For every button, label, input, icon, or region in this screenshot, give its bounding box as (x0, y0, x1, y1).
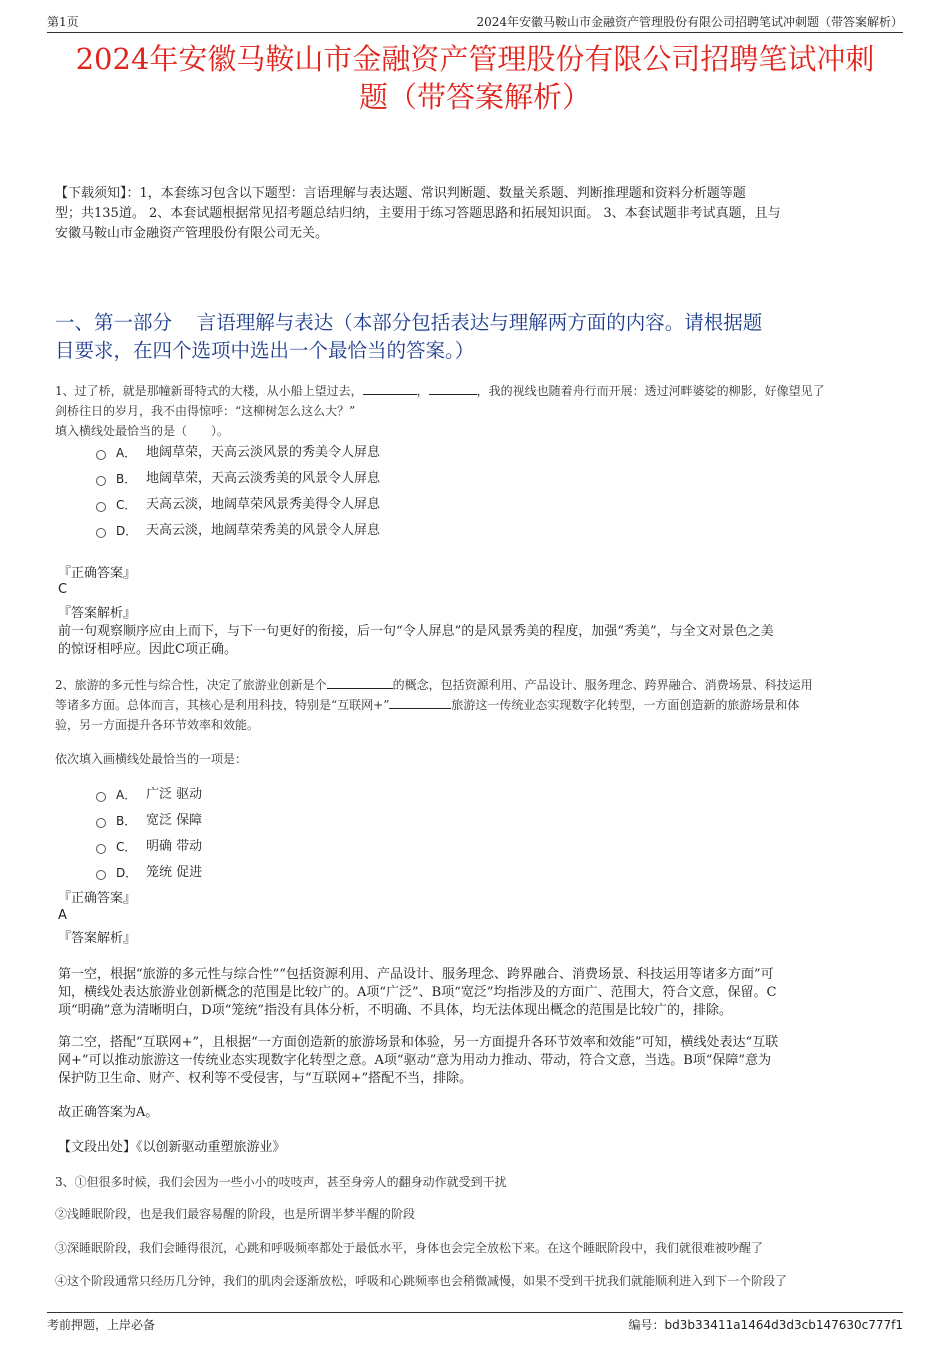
q1-blank-2 (429, 383, 477, 395)
q2-options (96, 782, 900, 886)
radio-icon[interactable] (96, 450, 106, 460)
q1-analysis-label: 『答案解析』 (58, 606, 137, 621)
radio-icon[interactable] (96, 844, 106, 854)
page-title (47, 40, 903, 116)
q3-line-3: ③深睡眠阶段，我们会睡得很沉，心跳和呼吸频率都处于最低水平，身体也会完全放松下来。在这个睡眠阶段中，我们就很难被吵醒了 (55, 1241, 764, 1255)
q1-blank-1 (363, 383, 417, 395)
page-footer (47, 1312, 903, 1335)
section-heading (55, 309, 900, 365)
question-1-stem (55, 381, 900, 441)
q1-option-d[interactable]: D． 天高云淡，地阔草荣秀美的风景令人屏息 (96, 518, 900, 544)
q2-option-c[interactable]: C． 明确 带动 (96, 834, 900, 860)
q1-analysis: 前一句观察顺序应由上而下，与下一句更好的衔接，后一句“令人屏息”的是风景秀美的程度，加强“秀美”，与全文对景色之美 的惊讶相呼应。因此C项正确。 (58, 624, 774, 657)
q2-option-b[interactable]: B． 宽泛 保障 (96, 808, 900, 834)
section-line-1: 一、第一部分 言语理解与表达（本部分包括表达与理解两方面的内容。请根据题 (55, 311, 763, 334)
q2-conclusion: 故正确答案为A。 (58, 1105, 159, 1120)
q1-answer: C (58, 582, 68, 597)
q1-text-b: ， (416, 384, 429, 398)
notice-line-3: 安徽马鞍山市金融资产管理股份有限公司无关。 (55, 226, 329, 241)
page-number: 第1页 (47, 15, 79, 29)
q2-blank-2 (389, 697, 451, 709)
header-doc-title: 2024年安徽马鞍山市金融资产管理股份有限公司招聘笔试冲刺题（带答案解析） (476, 15, 903, 29)
q2-prompt: 依次填入画横线处最恰当的一项是： (55, 752, 248, 766)
q1-line-3: 填入横线处最恰当的是（ ）。 (55, 424, 230, 438)
q2-analysis-paragraph-2: 第二空，搭配“互联网+”，且根据“一方面创造新的旅游场景和体验，另一方面提升各环节效率和效能”可知，横线处表达“互联 网+”可以推动旅游这一传统业态实现数字化转型之意。A项“驱动”意为用动力推动、带动，符合文意，当选。B项“保障”意为 保护防卫生命、财产、权利等不受侵害，与“互联网+”搭配不当，排除。 (58, 1035, 779, 1086)
q2-answer-label: 『正确答案』 (58, 891, 137, 906)
q2-blank-1 (327, 677, 393, 689)
q2-option-d[interactable]: D． 笼统 促进 (96, 860, 900, 886)
radio-icon[interactable] (96, 502, 106, 512)
question-2-stem: 2、旅游的多元性与综合性，决定了旅游业创新是个 的概念，包括资源利用、产品设计、服务理念、跨界融合、消费场景、科技运用 等诸多方面。总体而言，其核心是利用科技，特别是“互联网+” 旅游这一传统业态实现数字化转型，一方面创造新的旅游场景和体 验，另一方面提升各环节效率和效能。 (55, 678, 813, 732)
q1-answer-label: 『正确答案』 (58, 566, 137, 581)
q1-text-a: 1、过了桥，就是那幢新哥特式的大楼，从小船上望过去， (55, 384, 363, 398)
q1-option-c[interactable]: C． 天高云淡，地阔草荣风景秀美得令人屏息 (96, 492, 900, 518)
footer-slogan: 考前押题，上岸必备 (47, 1318, 156, 1332)
title-line-2: 题（带答案解析） (358, 80, 591, 114)
radio-icon[interactable] (96, 870, 106, 880)
q3-line-4: ④这个阶段通常只经历几分钟，我们的肌肉会逐渐放松，呼吸和心跳频率也会稍微减慢，如果不受到干扰我们就能顺利进入到下一个阶段了 (55, 1274, 788, 1288)
q2-analysis-paragraph-1: 第一空，根据“旅游的多元性与综合性”“包括资源利用、产品设计、服务理念、跨界融合、消费场景、科技运用等诸多方面”可 知，横线处表达旅游业创新概念的范围是比较广的。A项“广泛”、B项“宽泛”均指涉及的方面广、范围大，符合文意，保留。C 项“明确”意为清晰明白，D项“笼统”指没有具体分析，不明确、不具体，均无法体现出概念的范围是比较广的，排除。 (58, 967, 777, 1018)
footer-code: 编号：bd3b33411a1464d3d3cb147630c777f1 (628, 1318, 903, 1332)
radio-icon[interactable] (96, 528, 106, 538)
q2-source: 【文段出处】《以创新驱动重塑旅游业》 (58, 1140, 286, 1155)
q3-line-1: 3、①但很多时候，我们会因为一些小小的吱吱声，甚至身旁人的翻身动作就受到干扰 (55, 1175, 507, 1189)
notice-line-2: 型；共135道。 2、本套试题根据常见招考题总结归纳，主要用于练习答题思路和拓展知识面。 3、本套试题非考试真题，且与 (55, 206, 781, 221)
q1-option-a[interactable]: A． 地阔草荣，天高云淡风景的秀美令人屏息 (96, 440, 900, 466)
q2-answer: A (58, 908, 67, 923)
q1-line-2: 剑桥往日的岁月，我不由得惊呼：“这柳树怎么这么大？” (55, 404, 356, 418)
radio-icon[interactable] (96, 818, 106, 828)
q2-analysis-label: 『答案解析』 (58, 931, 137, 946)
q1-options (96, 440, 900, 544)
q1-text-c: ，我的视线也随着舟行而开展：透过河畔婆娑的柳影，好像望见了 (476, 384, 825, 398)
title-line-1: 2024年安徽马鞍山市金融资产管理股份有限公司招聘笔试冲刺 (75, 42, 875, 76)
download-notice (55, 184, 900, 244)
radio-icon[interactable] (96, 476, 106, 486)
page-header (47, 10, 903, 33)
q2-option-a[interactable]: A． 广泛 驱动 (96, 782, 900, 808)
q1-option-b[interactable]: B． 地阔草荣，天高云淡秀美的风景令人屏息 (96, 466, 900, 492)
section-line-2: 目要求，在四个选项中选出一个最恰当的答案。） (55, 339, 475, 362)
notice-line-1: 【下载须知】：1，本套练习包含以下题型：言语理解与表达题、常识判断题、数量关系题、判断推理题和资料分析题等题 (55, 186, 746, 201)
radio-icon[interactable] (96, 792, 106, 802)
q3-line-2: ②浅睡眠阶段，也是我们最容易醒的阶段，也是所谓半梦半醒的阶段 (55, 1207, 416, 1221)
